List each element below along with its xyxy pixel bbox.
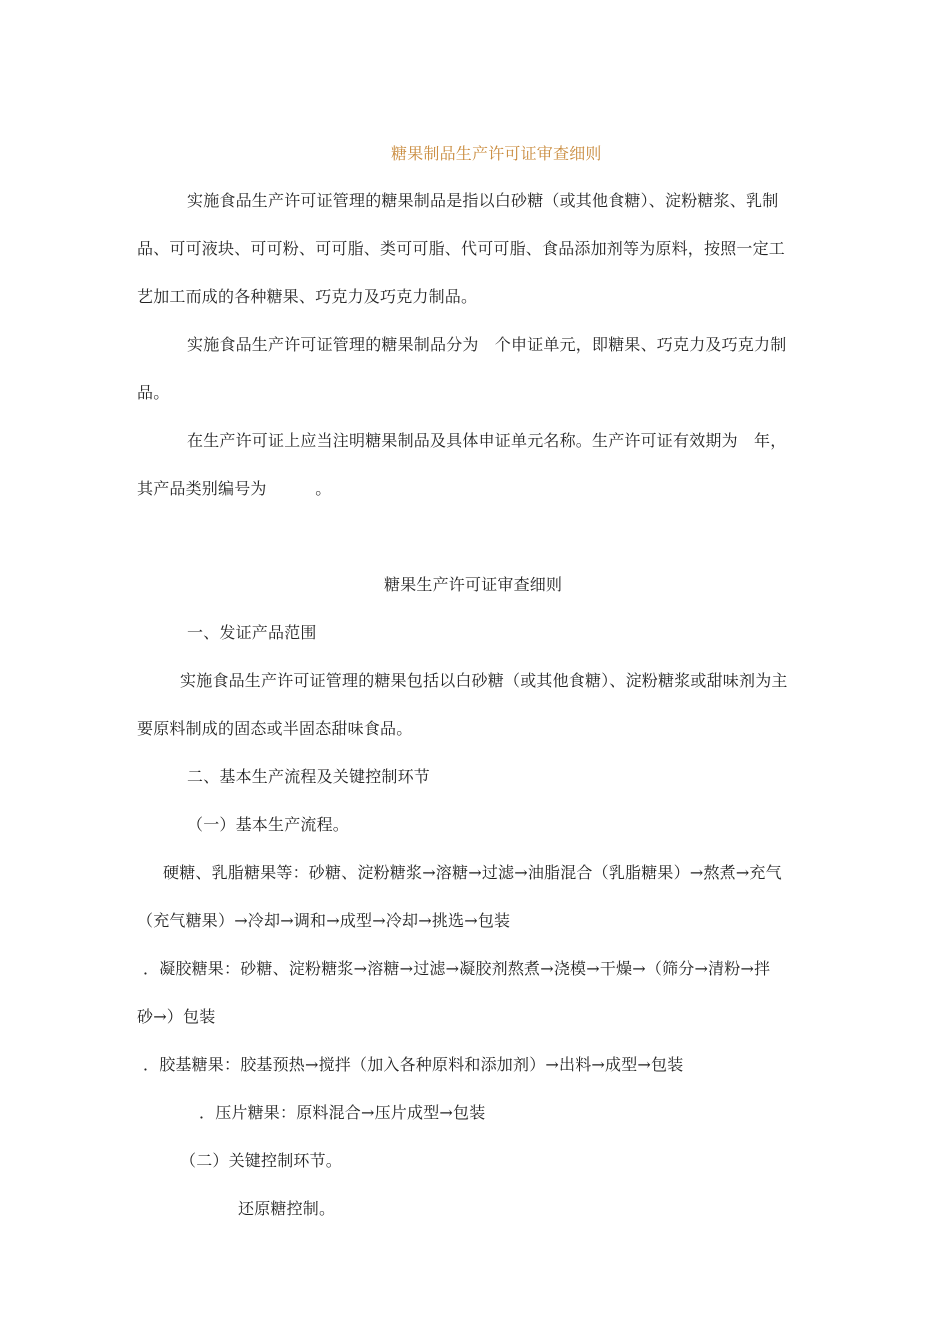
flow-hard-candy-line-2: （充气糖果）→冷却→调和→成型→冷却→挑选→包装 xyxy=(137,911,511,930)
heading-product-scope: 一、发证产品范围 xyxy=(187,623,317,642)
subheading-key-control: （二）关键控制环节。 xyxy=(180,1151,343,1170)
intro-paragraph-3-line-1: 在生产许可证上应当注明糖果制品及具体申证单元名称。生产许可证有效期为 年， xyxy=(187,431,787,450)
intro-paragraph-1-line-3: 艺加工而成的各种糖果、巧克力及巧克力制品。 xyxy=(137,287,478,306)
scope-line-1: 实施食品生产许可证管理的糖果包括以白砂糖（或其他食糖）、淀粉糖浆或甜味剂为主 xyxy=(180,671,788,690)
intro-paragraph-2-line-1: 实施食品生产许可证管理的糖果制品分为 个申证单元，即糖果、巧克力及巧克力制 xyxy=(187,335,787,354)
flow-pressed-candy: ．压片糖果：原料混合→压片成型→包装 xyxy=(199,1103,486,1122)
document-title: 糖果制品生产许可证审查细则 xyxy=(391,144,602,163)
intro-paragraph-1-line-2: 品、可可液块、可可粉、可可脂、类可可脂、代可可脂、食品添加剂等为原料，按照一定工 xyxy=(137,239,786,258)
section-title: 糖果生产许可证审查细则 xyxy=(384,575,563,594)
flow-hard-candy-line-1: 硬糖、乳脂糖果等：砂糖、淀粉糖浆→溶糖→过滤→油脂混合（乳脂糖果）→熬煮→充气 xyxy=(163,863,782,882)
control-item-reducing-sugar: 还原糖控制。 xyxy=(238,1199,336,1218)
flow-gum-base-candy: ．胶基糖果：胶基预热→搅拌（加入各种原料和添加剂）→出料→成型→包装 xyxy=(143,1055,684,1074)
heading-production-flow: 二、基本生产流程及关键控制环节 xyxy=(187,767,431,786)
intro-paragraph-1-line-1: 实施食品生产许可证管理的糖果制品是指以白砂糖（或其他食糖）、淀粉糖浆、乳制 xyxy=(187,191,779,210)
flow-gel-candy-line-2: 砂→）包装 xyxy=(137,1007,216,1026)
intro-paragraph-3-line-2: 其产品类别编号为 。 xyxy=(137,479,332,498)
intro-paragraph-2-line-2: 品。 xyxy=(137,383,170,402)
scope-line-2: 要原料制成的固态或半固态甜味食品。 xyxy=(137,719,413,738)
subheading-basic-flow: （一）基本生产流程。 xyxy=(187,815,350,834)
flow-gel-candy-line-1: ．凝胶糖果：砂糖、淀粉糖浆→溶糖→过滤→凝胶剂熬煮→浇模→干燥→（筛分→清粉→拌 xyxy=(143,959,771,978)
